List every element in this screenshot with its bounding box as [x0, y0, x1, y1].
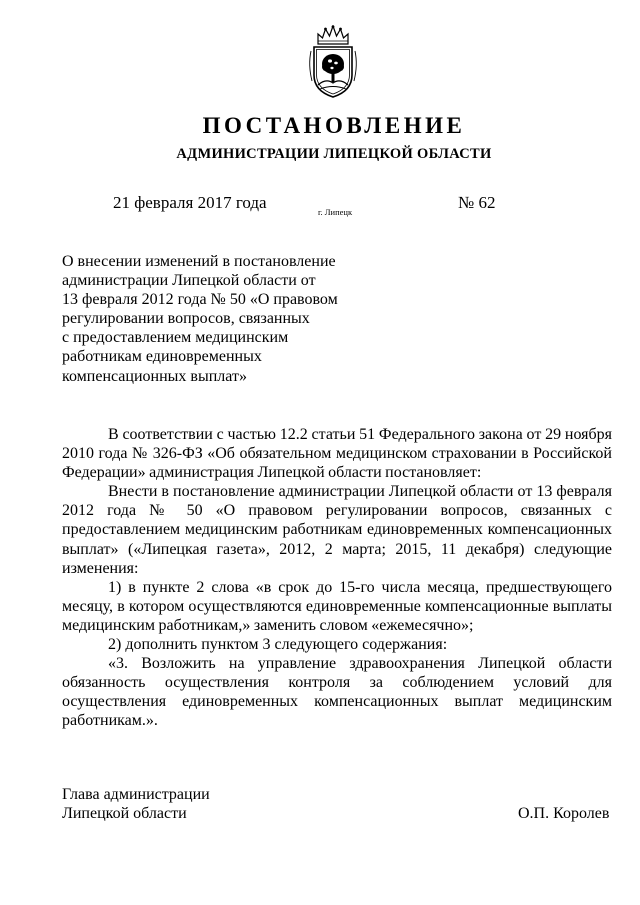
- amendment-item-2-text: «3. Возложить на управление здравоохранения Липецкой области обязанность осуществления контроля за соблюдением условий для осуществления единовременных компенсационных выплат медицинским работникам.».: [62, 655, 612, 730]
- subject-line: работникам единовременных: [62, 348, 262, 366]
- document-type-title: ПОСТАНОВЛЕНИЕ: [202, 113, 466, 138]
- decree-paragraph: Внести в постановление администрации Липецкой области от 13 февраля 2012 года № 50 «О правовом регулировании вопросов, связанных с предоставлением медицинским работникам единовременных компенсационных выплат» («Липецкая газета», 2012, 2 марта; 2015, 11 декабря) следующие изменения:: [62, 483, 612, 577]
- subject-line: 13 февраля 2012 года № 50 «О правовом: [62, 291, 338, 309]
- document-date: 21 февраля 2017 года: [113, 193, 267, 212]
- document-body: [62, 425, 612, 731]
- subject-line: администрации Липецкой области от: [62, 272, 316, 290]
- signatory-position-line: Глава администрации: [62, 786, 210, 803]
- preamble-paragraph: В соответствии с частью 12.2 статьи 51 Федерального закона от 29 ноября 2010 года № 326-ФЗ «Об обязательном медицинском страховании в Российской Федерации» администрация Липецкой области постановляет:: [62, 426, 612, 482]
- coat-of-arms-icon: [306, 25, 360, 100]
- document-place: г. Липецк: [318, 207, 353, 217]
- amendment-item-2: 2) дополнить пунктом 3 следующего содержания:: [108, 636, 448, 654]
- issuing-authority: АДМИНИСТРАЦИИ ЛИПЕЦКОЙ ОБЛАСТИ: [176, 146, 492, 162]
- subject-line: с предоставлением медицинским: [62, 329, 289, 347]
- subject-line: О внесении изменений в постановление: [62, 253, 336, 270]
- signatory-name: О.П. Королев: [518, 805, 610, 822]
- subject-line: регулировании вопросов, связанных: [62, 310, 310, 328]
- document-number: № 62: [458, 193, 496, 212]
- document-subject: [62, 252, 338, 386]
- signatory-position: [62, 785, 210, 823]
- amendment-item-1: 1) в пункте 2 слова «в срок до 15-го числа месяца, предшествующего месяцу, в котором осуществляются единовременные компенсационные выплаты медицинским работникам,» заменить словом «ежемесячно»;: [62, 578, 612, 634]
- subject-line: компенсационных выплат»: [62, 367, 247, 385]
- signatory-position-line: Липецкой области: [62, 805, 187, 823]
